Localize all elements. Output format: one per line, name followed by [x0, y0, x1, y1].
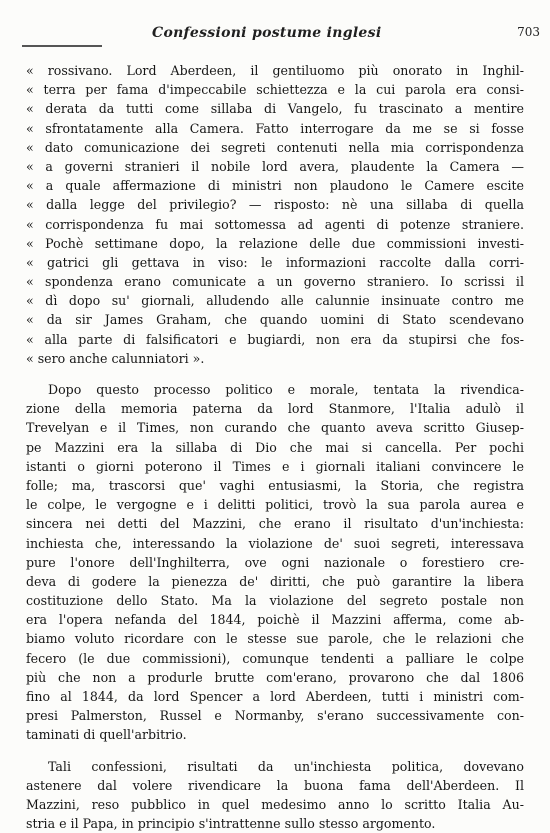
paragraph — [26, 380, 524, 745]
text-line: « derata da tutti come sillaba di Vangelo, fu trascinato a mentire — [26, 101, 524, 117]
text-line: sincera nei detti del Mazzini, che erano il risultato d'un'inchiesta: — [26, 516, 524, 532]
text-line: « dì dopo su' giornali, alludendo alle calunnie insinuate contro me — [26, 293, 524, 309]
text-line: « Pochè settimane dopo, la relazione delle due commissioni investi- — [26, 235, 524, 251]
text-line: le colpe, le vergogne e i delitti politici, trovò la sua parola aurea e — [26, 497, 524, 513]
text-line: Trevelyan e il Times, non curando che quanto aveva scritto Giusep- — [26, 420, 524, 436]
text-line: « terra per fama d'impeccabile schiettezza e la cui parola era consi- — [26, 82, 524, 98]
text-line: « rossivano. Lord Aberdeen, il gentiluomo più onorato in Inghil- — [26, 63, 524, 78]
header-rule — [22, 45, 102, 47]
text-line: più che non a produrle brutte com'erano, provarono che dal 1806 — [26, 669, 524, 685]
text-line: « sfrontatamente alla Camera. Fatto interrogare da me se si fosse — [26, 120, 524, 136]
text-line: biamo voluto ricordare con le stesse sue parole, che le relazioni che — [26, 631, 524, 647]
text-line: astenere dal volere rivendicare la buona fama dell'Aberdeen. Il — [26, 777, 524, 793]
text-line: « corrispondenza fu mai sottomessa ad agenti di potenze straniere. — [26, 216, 524, 232]
text-line: « a quale affermazione di ministri non plaudono le Camere escite — [26, 178, 524, 194]
paragraph — [26, 61, 524, 368]
paragraph — [26, 757, 524, 833]
text-line: istanti o giorni poterono il Times e i giornali italiani convincere le — [26, 458, 524, 474]
text-line: inchiesta che, interessando la violazione de' suoi segreti, interessava — [26, 535, 524, 551]
text-line: pure l'onore dell'Inghilterra, ove ogni nazionale o forestiero cre- — [26, 554, 524, 570]
text-line: folle; ma, trascorsi que' vaghi entusiasmi, la Storia, che registra — [26, 477, 524, 493]
text-line: taminati di quell'arbitrio. — [26, 727, 187, 743]
text-line: era l'opera nefanda del 1844, poichè il Mazzini afferma, come ab- — [26, 612, 524, 628]
text-line: stria e il Papa, in principio s'intrattenne sullo stesso argomento. — [26, 816, 436, 832]
text-line: fino al 1844, da lord Spencer a lord Aberdeen, tutti i ministri com- — [26, 689, 524, 704]
text-line: « sero anche calunniatori ». — [26, 350, 205, 366]
paragraph-gap — [26, 368, 524, 380]
text-line: « a governi stranieri il nobile lord avera, plaudente la Camera — — [26, 158, 524, 174]
text-line: fecero (le due commissioni), comunque tendenti a palliare le colpe — [26, 650, 524, 666]
text-line: Mazzini, reso pubblico in quel medesimo anno lo scritto Italia Au- — [26, 796, 524, 812]
page-number: 703 — [517, 25, 540, 39]
page-header — [22, 24, 542, 44]
text-line: costituzione dello Stato. Ma la violazione del segreto postale non — [26, 593, 524, 609]
text-line: pe Mazzini era la sillaba di Dio che mai si cancella. Per pochi — [26, 439, 524, 455]
text-line: Tali confessioni, risultati da un'inchiesta politica, dovevano — [48, 758, 524, 774]
text-line: deva di godere la pienezza de' diritti, che può garantire la libera — [26, 573, 524, 589]
text-line: « spondenza erano comunicate a un governo straniero. Io scrissi il — [26, 274, 524, 290]
text-line: « alla parte di falsificatori e bugiardi, non era da stupirsi che fos- — [26, 331, 524, 347]
text-line: « da sir James Graham, che quando uomini di Stato scendevano — [26, 312, 524, 328]
text-line: Dopo questo processo politico e morale, tentata la rivendica- — [48, 382, 524, 397]
text-line: « gatrici gli gettava in viso: le informazioni raccolte dalla corri- — [26, 254, 524, 270]
running-title: Confessioni postume inglesi — [152, 25, 382, 41]
text-line: « dalla legge del privilegio? — risposto: nè una sillaba di quella — [26, 197, 524, 213]
text-line: zione della memoria paterna da lord Stanmore, l'Italia adulò il — [26, 401, 524, 417]
text-line: « dato comunicazione dei segreti contenuti nella mia corrispondenza — [26, 139, 524, 155]
paragraph-gap — [26, 745, 524, 757]
body-text — [26, 61, 524, 833]
text-line: presi Palmerston, Russel e Normanby, s'erano successivamente con- — [26, 708, 524, 724]
